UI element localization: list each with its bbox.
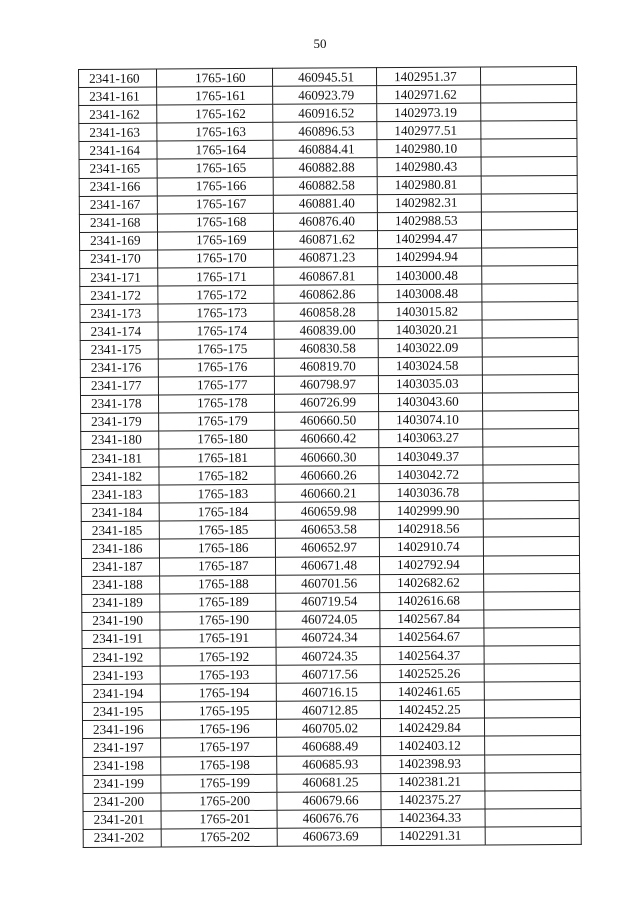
note-cell (482, 374, 578, 393)
x-coordinate-cell: 460659.98 (275, 502, 379, 521)
x-coordinate-cell: 460724.05 (276, 610, 380, 629)
point-id-cell: 2341-181 (81, 449, 159, 468)
note-cell (482, 265, 578, 284)
ref-id-cell: 1765-178 (158, 394, 274, 413)
ref-id-cell: 1765-201 (161, 810, 277, 829)
y-coordinate-cell: 1402910.74 (379, 537, 483, 556)
ref-id-cell: 1765-196 (160, 720, 276, 739)
point-id-cell: 2341-180 (81, 431, 159, 450)
y-coordinate-cell: 1402452.25 (380, 700, 484, 719)
y-coordinate-cell: 1402994.94 (378, 248, 482, 267)
note-cell (483, 501, 579, 520)
x-coordinate-cell: 460839.00 (274, 321, 378, 340)
y-coordinate-cell: 1402971.62 (377, 85, 481, 104)
point-id-cell: 2341-172 (80, 286, 158, 305)
x-coordinate-cell: 460724.34 (276, 629, 380, 648)
note-cell (483, 555, 579, 574)
point-id-cell: 2341-185 (81, 521, 159, 540)
point-id-cell: 2341-167 (79, 196, 157, 215)
y-coordinate-cell: 1402951.37 (376, 67, 480, 86)
y-coordinate-cell: 1402973.19 (377, 103, 481, 122)
y-coordinate-cell: 1403063.27 (379, 429, 483, 448)
y-coordinate-cell: 1402980.81 (377, 176, 481, 195)
note-cell (484, 591, 580, 610)
note-cell (482, 302, 578, 321)
y-coordinate-cell: 1403008.48 (378, 284, 482, 303)
point-id-cell: 2341-168 (79, 214, 157, 233)
y-coordinate-cell: 1402980.10 (377, 139, 481, 158)
point-id-cell: 2341-178 (80, 395, 158, 414)
y-coordinate-cell: 1403022.09 (378, 338, 482, 357)
y-coordinate-cell: 1402364.33 (381, 809, 485, 828)
x-coordinate-cell: 460884.41 (273, 140, 377, 159)
point-id-cell: 2341-191 (82, 630, 160, 649)
x-coordinate-cell: 460882.88 (273, 158, 377, 177)
ref-id-cell: 1765-179 (159, 412, 275, 431)
note-cell (484, 718, 580, 737)
ref-id-cell: 1765-193 (160, 665, 276, 684)
note-cell (481, 193, 577, 212)
ref-id-cell: 1765-192 (160, 647, 276, 666)
y-coordinate-cell: 1402982.31 (377, 194, 481, 213)
x-coordinate-cell: 460716.15 (276, 683, 380, 702)
point-id-cell: 2341-199 (83, 775, 161, 794)
x-coordinate-cell: 460867.81 (274, 267, 378, 286)
point-id-cell: 2341-198 (83, 757, 161, 776)
x-coordinate-cell: 460871.23 (274, 249, 378, 268)
point-id-cell: 2341-186 (81, 539, 159, 558)
ref-id-cell: 1765-165 (157, 159, 273, 178)
y-coordinate-cell: 1402564.67 (380, 628, 484, 647)
note-cell (483, 537, 579, 556)
point-id-cell: 2341-174 (80, 322, 158, 341)
note-cell (485, 754, 581, 773)
note-cell (482, 392, 578, 411)
point-id-cell: 2341-173 (80, 304, 158, 323)
note-cell (484, 682, 580, 701)
y-coordinate-cell: 1402564.37 (380, 646, 484, 665)
y-coordinate-cell: 1403000.48 (378, 266, 482, 285)
x-coordinate-cell: 460726.99 (274, 393, 378, 412)
y-coordinate-cell: 1402375.27 (381, 791, 485, 810)
point-id-cell: 2341-193 (82, 666, 160, 685)
ref-id-cell: 1765-173 (158, 304, 274, 323)
note-cell (481, 211, 577, 230)
y-coordinate-cell: 1402398.93 (381, 755, 485, 774)
ref-id-cell: 1765-199 (161, 774, 277, 793)
x-coordinate-cell: 460881.40 (273, 194, 377, 213)
coordinates-table-container (78, 66, 582, 848)
ref-id-cell: 1765-195 (160, 702, 276, 721)
point-id-cell: 2341-196 (82, 720, 160, 739)
x-coordinate-cell: 460652.97 (275, 538, 379, 557)
point-id-cell: 2341-176 (80, 359, 158, 378)
ref-id-cell: 1765-170 (158, 249, 274, 268)
note-cell (483, 465, 579, 484)
y-coordinate-cell: 1403074.10 (379, 411, 483, 430)
point-id-cell: 2341-183 (81, 485, 159, 504)
note-cell (482, 247, 578, 266)
point-id-cell: 2341-177 (80, 377, 158, 396)
point-id-cell: 2341-179 (81, 413, 159, 432)
ref-id-cell: 1765-182 (159, 466, 275, 485)
ref-id-cell: 1765-172 (158, 285, 274, 304)
note-cell (484, 627, 580, 646)
y-coordinate-cell: 1403036.78 (379, 483, 483, 502)
point-id-cell: 2341-160 (79, 69, 157, 88)
note-cell (484, 664, 580, 683)
x-coordinate-cell: 460916.52 (273, 104, 377, 123)
ref-id-cell: 1765-198 (161, 756, 277, 775)
ref-id-cell: 1765-197 (161, 738, 277, 757)
note-cell (483, 410, 579, 429)
ref-id-cell: 1765-186 (159, 539, 275, 558)
y-coordinate-cell: 1402381.21 (381, 773, 485, 792)
ref-id-cell: 1765-200 (161, 792, 277, 811)
x-coordinate-cell: 460876.40 (273, 212, 377, 231)
note-cell (485, 826, 581, 845)
y-coordinate-cell: 1402918.56 (379, 519, 483, 538)
x-coordinate-cell: 460819.70 (274, 357, 378, 376)
point-id-cell: 2341-194 (82, 684, 160, 703)
x-coordinate-cell: 460882.58 (273, 176, 377, 195)
x-coordinate-cell: 460923.79 (273, 86, 377, 105)
note-cell (481, 157, 577, 176)
point-id-cell: 2341-190 (82, 612, 160, 631)
point-id-cell: 2341-197 (83, 738, 161, 757)
y-coordinate-cell: 1402291.31 (381, 827, 485, 846)
x-coordinate-cell: 460712.85 (276, 701, 380, 720)
point-id-cell: 2341-192 (82, 648, 160, 667)
x-coordinate-cell: 460673.69 (277, 828, 381, 847)
y-coordinate-cell: 1402792.94 (379, 556, 483, 575)
note-cell (480, 66, 576, 85)
x-coordinate-cell: 460681.25 (277, 773, 381, 792)
point-id-cell: 2341-163 (79, 123, 157, 142)
y-coordinate-cell: 1403049.37 (379, 447, 483, 466)
x-coordinate-cell: 460724.35 (276, 647, 380, 666)
y-coordinate-cell: 1403020.21 (378, 320, 482, 339)
point-id-cell: 2341-202 (83, 829, 161, 848)
x-coordinate-cell: 460660.50 (275, 411, 379, 430)
x-coordinate-cell: 460671.48 (275, 556, 379, 575)
note-cell (485, 736, 581, 755)
y-coordinate-cell: 1402461.65 (380, 682, 484, 701)
y-coordinate-cell: 1402977.51 (377, 121, 481, 140)
ref-id-cell: 1765-187 (159, 557, 275, 576)
y-coordinate-cell: 1403035.03 (378, 375, 482, 394)
ref-id-cell: 1765-175 (158, 340, 274, 359)
point-id-cell: 2341-187 (81, 558, 159, 577)
point-id-cell: 2341-195 (82, 702, 160, 721)
note-cell (485, 790, 581, 809)
point-id-cell: 2341-182 (81, 467, 159, 486)
coordinates-table (78, 66, 582, 848)
x-coordinate-cell: 460705.02 (276, 719, 380, 738)
x-coordinate-cell: 460685.93 (277, 755, 381, 774)
point-id-cell: 2341-170 (80, 250, 158, 269)
y-coordinate-cell: 1402994.47 (377, 230, 481, 249)
y-coordinate-cell: 1402999.90 (379, 501, 483, 520)
ref-id-cell: 1765-191 (160, 629, 276, 648)
x-coordinate-cell: 460701.56 (276, 574, 380, 593)
point-id-cell: 2341-169 (79, 232, 157, 251)
ref-id-cell: 1765-184 (159, 503, 275, 522)
x-coordinate-cell: 460862.86 (274, 285, 378, 304)
ref-id-cell: 1765-160 (157, 68, 273, 87)
table-row (83, 826, 581, 847)
ref-id-cell: 1765-188 (160, 575, 276, 594)
x-coordinate-cell: 460945.51 (272, 68, 376, 87)
y-coordinate-cell: 1402525.26 (380, 664, 484, 683)
point-id-cell: 2341-162 (79, 105, 157, 124)
ref-id-cell: 1765-163 (157, 123, 273, 142)
x-coordinate-cell: 460717.56 (276, 665, 380, 684)
note-cell (482, 320, 578, 339)
ref-id-cell: 1765-183 (159, 484, 275, 503)
point-id-cell: 2341-165 (79, 159, 157, 178)
y-coordinate-cell: 1403042.72 (379, 465, 483, 484)
y-coordinate-cell: 1403043.60 (378, 393, 482, 412)
x-coordinate-cell: 460653.58 (275, 520, 379, 539)
ref-id-cell: 1765-190 (160, 611, 276, 630)
note-cell (481, 103, 577, 122)
point-id-cell: 2341-161 (79, 87, 157, 106)
x-coordinate-cell: 460798.97 (274, 375, 378, 394)
point-id-cell: 2341-164 (79, 141, 157, 160)
point-id-cell: 2341-189 (82, 594, 160, 613)
ref-id-cell: 1765-167 (157, 195, 273, 214)
x-coordinate-cell: 460676.76 (277, 810, 381, 829)
note-cell (483, 519, 579, 538)
ref-id-cell: 1765-169 (157, 231, 273, 250)
note-cell (481, 139, 577, 158)
ref-id-cell: 1765-161 (157, 86, 273, 105)
note-cell (481, 175, 577, 194)
x-coordinate-cell: 460896.53 (273, 122, 377, 141)
ref-id-cell: 1765-176 (158, 358, 274, 377)
x-coordinate-cell: 460871.62 (273, 231, 377, 250)
note-cell (484, 700, 580, 719)
note-cell (481, 229, 577, 248)
y-coordinate-cell: 1403024.58 (378, 357, 482, 376)
note-cell (481, 85, 577, 104)
point-id-cell: 2341-171 (80, 268, 158, 287)
note-cell (482, 356, 578, 375)
y-coordinate-cell: 1402403.12 (381, 736, 485, 755)
ref-id-cell: 1765-189 (160, 593, 276, 612)
ref-id-cell: 1765-202 (161, 828, 277, 847)
x-coordinate-cell: 460660.30 (275, 448, 379, 467)
note-cell (485, 808, 581, 827)
x-coordinate-cell: 460830.58 (274, 339, 378, 358)
note-cell (482, 284, 578, 303)
ref-id-cell: 1765-164 (157, 141, 273, 160)
y-coordinate-cell: 1402682.62 (380, 574, 484, 593)
note-cell (483, 483, 579, 502)
x-coordinate-cell: 460688.49 (277, 737, 381, 756)
ref-id-cell: 1765-162 (157, 104, 273, 123)
note-cell (483, 428, 579, 447)
table-body (79, 66, 582, 847)
x-coordinate-cell: 460858.28 (274, 303, 378, 322)
point-id-cell: 2341-200 (83, 793, 161, 812)
ref-id-cell: 1765-174 (158, 322, 274, 341)
y-coordinate-cell: 1402980.43 (377, 158, 481, 177)
y-coordinate-cell: 1402616.68 (380, 592, 484, 611)
ref-id-cell: 1765-181 (159, 448, 275, 467)
ref-id-cell: 1765-168 (157, 213, 273, 232)
x-coordinate-cell: 460719.54 (276, 592, 380, 611)
point-id-cell: 2341-201 (83, 811, 161, 830)
point-id-cell: 2341-188 (82, 576, 160, 595)
note-cell (481, 121, 577, 140)
ref-id-cell: 1765-185 (159, 521, 275, 540)
point-id-cell: 2341-184 (81, 503, 159, 522)
x-coordinate-cell: 460660.42 (275, 430, 379, 449)
point-id-cell: 2341-166 (79, 178, 157, 197)
ref-id-cell: 1765-194 (160, 683, 276, 702)
y-coordinate-cell: 1402429.84 (380, 718, 484, 737)
note-cell (483, 446, 579, 465)
note-cell (484, 645, 580, 664)
note-cell (482, 338, 578, 357)
x-coordinate-cell: 460660.21 (275, 484, 379, 503)
y-coordinate-cell: 1402567.84 (380, 610, 484, 629)
note-cell (485, 772, 581, 791)
note-cell (484, 609, 580, 628)
x-coordinate-cell: 460679.66 (277, 791, 381, 810)
ref-id-cell: 1765-171 (158, 267, 274, 286)
ref-id-cell: 1765-177 (158, 376, 274, 395)
y-coordinate-cell: 1402988.53 (377, 212, 481, 231)
x-coordinate-cell: 460660.26 (275, 466, 379, 485)
y-coordinate-cell: 1403015.82 (378, 302, 482, 321)
note-cell (484, 573, 580, 592)
ref-id-cell: 1765-180 (159, 430, 275, 449)
point-id-cell: 2341-175 (80, 340, 158, 359)
page-number: 50 (313, 36, 327, 51)
ref-id-cell: 1765-166 (157, 177, 273, 196)
